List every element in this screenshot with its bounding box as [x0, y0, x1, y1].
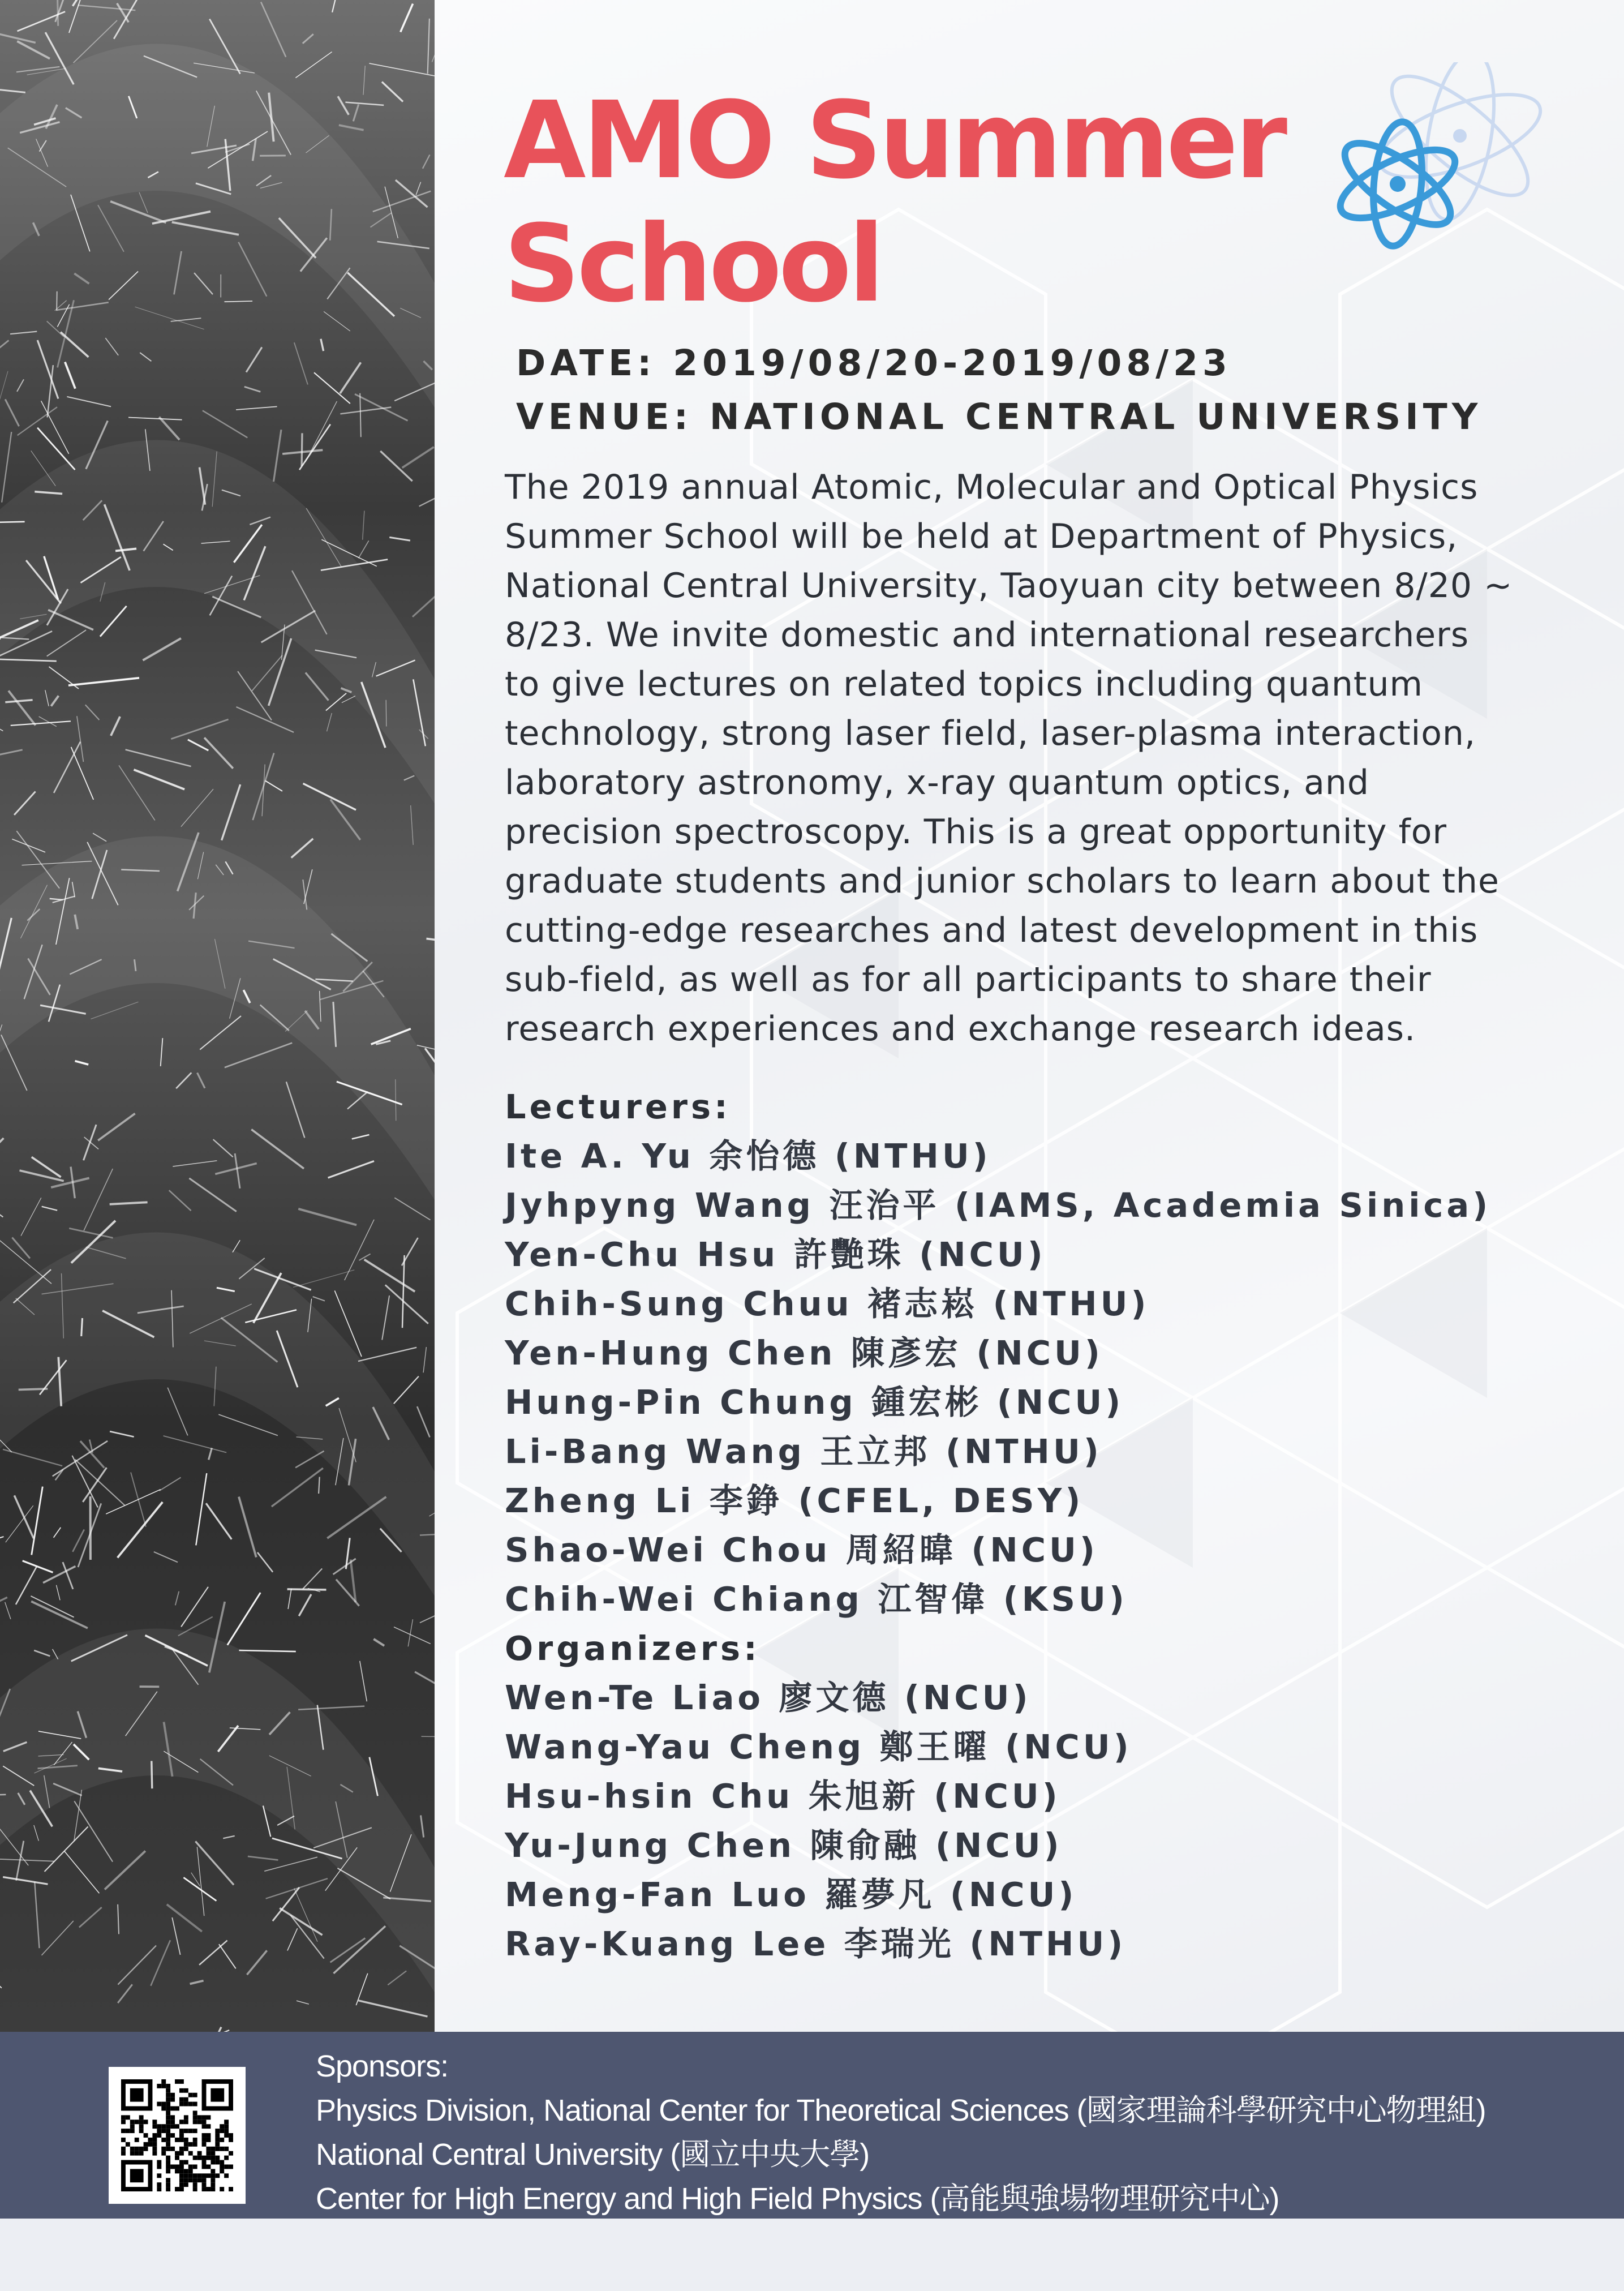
- crystal-shard: [244, 387, 261, 392]
- sponsor-band: [0, 2032, 1624, 2219]
- crystal-shard: [74, 1801, 113, 1861]
- crystal-shard: [105, 1851, 145, 1890]
- crystal-shard: [0, 371, 8, 442]
- crystal-shard: [61, 332, 88, 357]
- title-line-1: AMO Summer: [504, 79, 1284, 203]
- crystal-shard: [389, 537, 410, 540]
- crystal-shard: [358, 1348, 416, 1361]
- crystal-shard: [223, 1836, 234, 1838]
- crystal-shard: [360, 393, 361, 437]
- description-line: 8/23. We invite domestic and international researchers: [505, 615, 1470, 655]
- crystal-shard: [118, 1502, 163, 1558]
- crystal-shard: [427, 939, 435, 947]
- crystal-shard: [106, 1490, 161, 1514]
- description-line: The 2019 annual Atomic, Molecular and Optical Physics: [505, 467, 1479, 507]
- crystal-shard: [151, 1940, 170, 1986]
- crystal-shard: [63, 1562, 73, 1589]
- people-list: [505, 1082, 1580, 1968]
- crystal-shard: [37, 340, 58, 399]
- crystal-shard: [34, 1650, 50, 1656]
- crystal-shard: [288, 1589, 291, 1609]
- crystal-shard: [16, 67, 59, 72]
- crystal-shard: [14, 792, 36, 815]
- organizer-item: Ray-Kuang Lee 李瑞光 (NTHU): [505, 1924, 1127, 1963]
- crystal-shard: [126, 750, 191, 767]
- crystal-shard: [42, 1207, 58, 1211]
- crystal-shard: [352, 1135, 370, 1139]
- crystal-shard: [422, 1736, 435, 1737]
- event-description: [505, 463, 1574, 1054]
- crystal-shard: [167, 1388, 188, 1436]
- crystal-shard: [173, 1161, 217, 1166]
- crystal-shard: [54, 742, 80, 793]
- crystal-shard: [197, 1847, 204, 1916]
- crystal-shard: [363, 66, 365, 95]
- crystal-shard: [199, 1941, 227, 1965]
- crystal-shard: [408, 1619, 413, 1646]
- lecturer-item: Ite A. Yu 余怡德 (NTHU): [505, 1136, 991, 1175]
- description-line: cutting-edge researches and latest development in this: [505, 911, 1479, 950]
- sponsors-block: [316, 2044, 1589, 2221]
- crystal-shard: [251, 1130, 304, 1169]
- crystal-shard: [75, 1460, 125, 1505]
- crystal-shard: [218, 1414, 278, 1435]
- crystal-shard: [286, 1082, 305, 1138]
- crystal-shard: [118, 1946, 156, 1985]
- crystal-shard: [181, 789, 213, 827]
- description-line: research experiences and exchange research ideas.: [505, 1009, 1416, 1049]
- crystal-shard: [17, 379, 24, 392]
- crystal-shard: [16, 1567, 37, 1605]
- crystal-shard: [65, 362, 75, 389]
- description-line: laboratory astronomy, x-ray quantum optics, and: [505, 763, 1370, 803]
- crystal-shard: [119, 765, 155, 820]
- crystal-shard: [416, 182, 421, 195]
- lecturer-item: Yen-Hung Chen 陳彥宏 (NCU): [505, 1333, 1103, 1372]
- crystal-burst-pattern: [0, 0, 435, 2032]
- crystal-shard: [171, 719, 228, 739]
- crystal-shard: [183, 1877, 216, 1900]
- crystal-shard: [111, 717, 120, 736]
- sponsors-heading: Sponsors:: [316, 2049, 449, 2083]
- crystal-shard: [363, 510, 364, 539]
- crystal-shard: [164, 1436, 227, 1453]
- crystal-shard: [161, 1038, 163, 1066]
- crystal-shard: [42, 1921, 74, 1955]
- event-venue: VENUE: NATIONAL CENTRAL UNIVERSITY: [516, 396, 1483, 437]
- crystal-shard: [394, 1198, 430, 1220]
- crystal-shard: [328, 1161, 374, 1178]
- crystal-shard: [134, 770, 185, 790]
- crystal-shard: [37, 428, 75, 470]
- description-line: technology, strong laser field, laser-plasma interaction,: [505, 714, 1476, 753]
- crystal-shard: [297, 2001, 309, 2004]
- organizer-item: Meng-Fan Luo 羅夢凡 (NCU): [505, 1875, 1077, 1914]
- crystal-shard: [340, 407, 391, 414]
- crystal-shard: [203, 410, 247, 437]
- crystal-shard: [239, 1650, 296, 1651]
- crystal-shard: [110, 201, 166, 223]
- crystal-shard: [253, 753, 274, 821]
- crystal-shard: [5, 399, 19, 426]
- crystal-shard: [303, 1569, 323, 1589]
- organizer-item: Wen-Te Liao 廖文德 (NCU): [505, 1678, 1032, 1717]
- crystal-shard: [306, 401, 337, 462]
- crystal-shard: [93, 833, 106, 841]
- crystal-shard: [159, 417, 179, 440]
- crystal-shard: [340, 362, 361, 393]
- crystal-shard: [299, 1594, 311, 1616]
- crystal-shard: [176, 1072, 191, 1088]
- description-line: Summer School will be held at Department of Physics,: [505, 517, 1458, 556]
- crystal-shard: [74, 1790, 82, 1841]
- crystal-shard: [272, 1468, 323, 1507]
- crystal-shard: [225, 301, 253, 302]
- lecturer-item: Yen-Chu Hsu 許艷珠 (NCU): [505, 1235, 1046, 1274]
- crystal-shard: [10, 332, 37, 334]
- crystal-shard: [294, 342, 308, 384]
- description-line: graduate students and junior scholars to learn about the: [505, 861, 1500, 901]
- crystal-shard: [3, 1877, 48, 1885]
- crystal-shard: [304, 869, 312, 904]
- crystal-shard: [75, 1061, 89, 1065]
- crystal-shard: [34, 1825, 39, 1841]
- crystal-shard: [51, 696, 58, 706]
- crystal-shard: [91, 1002, 139, 1019]
- crystal-shard: [0, 1138, 3, 1185]
- crystal-shard: [303, 783, 356, 810]
- lecturer-item: Hung-Pin Chung 鍾宏彬 (NCU): [505, 1383, 1124, 1422]
- crystal-shard: [190, 1981, 204, 1984]
- crystal-shard: [78, 5, 136, 10]
- crystal-shard: [401, 4, 413, 32]
- crystal-shard: [118, 1984, 132, 2003]
- crystal-shard: [252, 655, 282, 691]
- crystal-shard: [394, 1376, 419, 1404]
- crystal-shard: [303, 34, 313, 43]
- crystal-shard: [274, 430, 282, 482]
- crystal-shard: [380, 451, 412, 481]
- crystal-shard: [117, 3, 129, 23]
- crystal-shard: [319, 1477, 320, 1494]
- crystal-shard: [225, 1043, 292, 1068]
- crystal-shard: [394, 1627, 431, 1644]
- crystal-shard: [54, 1528, 61, 1538]
- crystal-shard: [67, 397, 111, 407]
- crystal-shard: [238, 242, 267, 297]
- event-date: DATE: 2019/08/20-2019/08/23: [516, 342, 1232, 384]
- crystal-shard: [235, 1153, 240, 1189]
- crystal-shard: [79, 1907, 102, 1927]
- crystal-shard: [290, 1915, 324, 1959]
- sponsor-item: Center for High Energy and High Field Physics (高能與強場物理研究中心): [316, 2182, 1279, 2216]
- crystal-shard: [0, 1203, 3, 1217]
- lecturer-item: Li-Bang Wang 王立邦 (NTHU): [505, 1432, 1102, 1471]
- crystal-shard: [35, 1882, 39, 1948]
- crystal-shard: [81, 1318, 83, 1336]
- crystal-shard: [332, 0, 347, 12]
- crystal-shard: [402, 1255, 405, 1328]
- crystal-shard: [5, 1602, 11, 1619]
- crystal-shard: [100, 606, 127, 637]
- crystal-shard: [84, 1125, 97, 1160]
- crystal-shard: [227, 1593, 261, 1645]
- crystal-shard: [0, 1859, 54, 1861]
- crystal-shard: [6, 1505, 33, 1542]
- description-line: precision spectroscopy. This is a great opportunity for: [505, 812, 1447, 852]
- crystal-shard: [204, 737, 233, 768]
- crystal-shard: [428, 19, 429, 74]
- crystal-shard: [172, 222, 239, 235]
- crystal-shard: [0, 711, 3, 731]
- lecturer-item: Zheng Li 李錚 (CFEL, DESY): [505, 1481, 1084, 1520]
- crystal-shard: [32, 1487, 43, 1555]
- crystal-shard: [200, 1016, 241, 1050]
- crystal-shard: [239, 1497, 256, 1558]
- crystal-shard: [261, 2, 286, 57]
- crystal-shard: [53, 1649, 58, 1659]
- crystal-shard: [43, 1566, 75, 1582]
- crystal-shard: [411, 805, 414, 845]
- crystal-shard: [0, 1597, 7, 1621]
- crystal-shard: [299, 424, 330, 470]
- crystal-shard: [206, 1503, 231, 1539]
- crystal-shard: [321, 339, 324, 351]
- crystal-shard: [358, 2001, 427, 2017]
- crystal-shard: [160, 1478, 181, 1491]
- crystal-shard: [327, 713, 332, 731]
- crystal-shard: [139, 192, 148, 213]
- crystal-shard: [402, 447, 434, 468]
- crystal-shard: [45, 1827, 88, 1872]
- crystal-shard: [110, 1202, 148, 1204]
- crystal-shard: [57, 302, 109, 310]
- organizer-item: Hsu-hsin Chu 朱旭新 (NCU): [505, 1777, 1061, 1816]
- crystal-shard: [419, 474, 435, 507]
- crystal-shard: [172, 1917, 180, 1955]
- crystal-shard: [18, 407, 57, 435]
- decorative-fractal-panel: [0, 0, 435, 2032]
- crystal-shard: [64, 1851, 99, 1893]
- crystal-shard: [110, 1431, 134, 1437]
- crystal-shard: [423, 1347, 426, 1372]
- crystal-shard: [178, 1617, 213, 1636]
- crystal-shard: [295, 52, 332, 78]
- crystal-shard: [388, 1971, 406, 1985]
- crystal-shard: [345, 102, 384, 105]
- crystal-shard: [143, 638, 181, 660]
- crystal-shard: [194, 273, 213, 294]
- crystal-shard: [11, 721, 71, 726]
- crystal-shard: [382, 1295, 389, 1340]
- crystal-shard: [21, 1198, 41, 1235]
- footer: [0, 2032, 1624, 2291]
- crystal-shard: [219, 1944, 236, 1968]
- crystal-shard: [57, 1585, 61, 1601]
- crystal-shard: [359, 540, 369, 558]
- crystal-shard: [47, 630, 86, 656]
- crystal-shard: [195, 2027, 221, 2032]
- crystal-shard: [1, 1035, 27, 1091]
- lecturer-item: Chih-Wei Chiang 江智偉 (KSU): [505, 1580, 1128, 1619]
- crystal-shard: [8, 690, 36, 725]
- crystal-shard: [77, 716, 84, 762]
- crystal-shard: [0, 750, 23, 765]
- crystal-shard: [415, 1672, 435, 1700]
- crystal-shard: [413, 581, 435, 617]
- crystal-shard: [236, 406, 277, 410]
- crystal-shard: [269, 638, 291, 706]
- crystal-shard: [189, 1178, 236, 1212]
- crystal-shard: [370, 63, 435, 76]
- crystal-shard: [385, 1285, 428, 1323]
- crystal-shard: [19, 1389, 48, 1390]
- sponsor-item: Physics Division, National Center for Theoretical Sciences (國家理論科學研究中心物理組): [316, 2093, 1486, 2127]
- crystal-shard: [382, 82, 403, 102]
- crystal-shard: [85, 705, 100, 720]
- crystal-shard: [16, 1841, 24, 1881]
- crystal-shard: [154, 1552, 178, 1562]
- crystal-shard: [280, 1908, 322, 1936]
- crystal-shard: [195, 1842, 234, 1885]
- crystal-shard: [295, 1451, 324, 1468]
- crystal-shard: [417, 1406, 429, 1437]
- crystal-shard: [334, 1926, 386, 1973]
- crystal-shard: [72, 1530, 84, 1552]
- crystal-shard: [0, 1970, 2, 1988]
- event-title: [504, 79, 1352, 326]
- crystal-shard: [327, 1497, 386, 1538]
- crystal-shard: [336, 1580, 359, 1606]
- crystal-shard: [294, 1888, 317, 1941]
- crystal-shard: [404, 776, 415, 780]
- crystal-shard: [74, 273, 89, 284]
- title-line-2: School: [504, 202, 882, 326]
- crystal-shard: [0, 88, 25, 93]
- crystal-shard: [175, 1591, 179, 1606]
- crystal-shard: [47, 321, 64, 337]
- crystal-shard: [338, 96, 349, 115]
- crystal-shard: [98, 205, 124, 252]
- crystal-shard: [360, 1661, 367, 1701]
- qr-code-icon: [121, 2079, 233, 2191]
- crystal-shard: [233, 1240, 240, 1252]
- crystal-shard: [12, 1238, 30, 1259]
- crystal-shard: [5, 700, 32, 702]
- crystal-shard: [14, 1495, 33, 1538]
- crystal-shard: [0, 340, 8, 382]
- crystal-shard: [364, 1260, 415, 1292]
- crystal-shard: [423, 155, 430, 168]
- crystal-shard: [313, 1297, 325, 1301]
- crystal-shard: [105, 338, 118, 355]
- crystal-shard: [265, 780, 282, 791]
- crystal-shard: [118, 1904, 119, 1934]
- crystal-shard: [373, 1639, 384, 1646]
- crystal-shard: [0, 1537, 4, 1554]
- crystal-shard: [342, 696, 355, 703]
- description-line: sub-field, as well as for all participants to share their: [505, 960, 1432, 999]
- crystal-shard: [23, 1561, 53, 1573]
- crystal-shard: [2, 432, 11, 503]
- crystal-shard: [266, 1878, 328, 1899]
- lecturers-heading: Lecturers:: [505, 1087, 731, 1126]
- crystal-shard: [291, 839, 313, 858]
- lecturer-item: Chih-Sung Chuu 褚志崧 (NTHU): [505, 1284, 1150, 1323]
- crystal-shard: [188, 740, 208, 750]
- crystal-shard: [420, 1612, 435, 1623]
- crystal-shard: [68, 678, 139, 685]
- crystal-shard: [45, 690, 49, 706]
- crystal-shard: [197, 1072, 205, 1088]
- crystal-shard: [324, 311, 350, 331]
- crystal-shard: [135, 307, 204, 329]
- crystal-shard: [109, 272, 138, 300]
- organizer-item: Yu-Jung Chen 陳俞融 (NCU): [505, 1826, 1063, 1865]
- crystal-shard: [31, 1602, 88, 1628]
- crystal-shard: [174, 251, 182, 294]
- crystal-shard: [306, 672, 329, 700]
- crystal-shard: [98, 1114, 135, 1141]
- crystal-shard: [169, 1190, 191, 1211]
- lecturer-item: Jyhpyng Wang 汪治平 (IAMS, Academia Sinica): [505, 1186, 1492, 1225]
- crystal-shard: [0, 659, 57, 661]
- qr-code[interactable]: [109, 2067, 246, 2204]
- crystal-shard: [287, 1928, 298, 1950]
- crystal-shard: [222, 784, 240, 840]
- atom-icon: [1330, 62, 1545, 255]
- crystal-shard: [248, 1856, 278, 1860]
- organizer-item: Wang-Yau Cheng 鄭王曜 (NCU): [505, 1727, 1132, 1766]
- crystal-shard: [131, 1473, 146, 1527]
- crystal-shard: [353, 105, 358, 122]
- lecturer-item: Shao-Wei Chou 周紹暐 (NCU): [505, 1530, 1098, 1569]
- crystal-shard: [0, 1239, 51, 1284]
- crystal-shard: [128, 418, 182, 420]
- crystal-shard: [246, 347, 262, 372]
- description-line: to give lectures on related topics including quantum: [505, 664, 1423, 704]
- organizers-heading: Organizers:: [505, 1629, 761, 1668]
- crystal-shard: [339, 125, 364, 130]
- crystal-shard: [17, 41, 50, 59]
- crystal-shard: [12, 839, 45, 852]
- crystal-shard: [31, 1596, 74, 1618]
- crystal-shard: [238, 671, 272, 720]
- crystal-shard: [247, 1950, 267, 1975]
- sponsor-item: National Central University (國立中央大學): [316, 2138, 870, 2172]
- crystal-shard: [140, 353, 151, 361]
- description-line: National Central University, Taoyuan city between 8/20 ~: [505, 566, 1513, 606]
- crystal-shard: [39, 717, 57, 727]
- crystal-shard: [298, 1209, 356, 1225]
- crystal-shard: [257, 1552, 273, 1572]
- crystal-shard: [196, 1473, 207, 1545]
- crystal-shard: [287, 1589, 326, 1590]
- crystal-shard: [209, 1448, 212, 1460]
- crystal-shard: [421, 1816, 424, 1838]
- crystal-shard: [213, 1139, 233, 1157]
